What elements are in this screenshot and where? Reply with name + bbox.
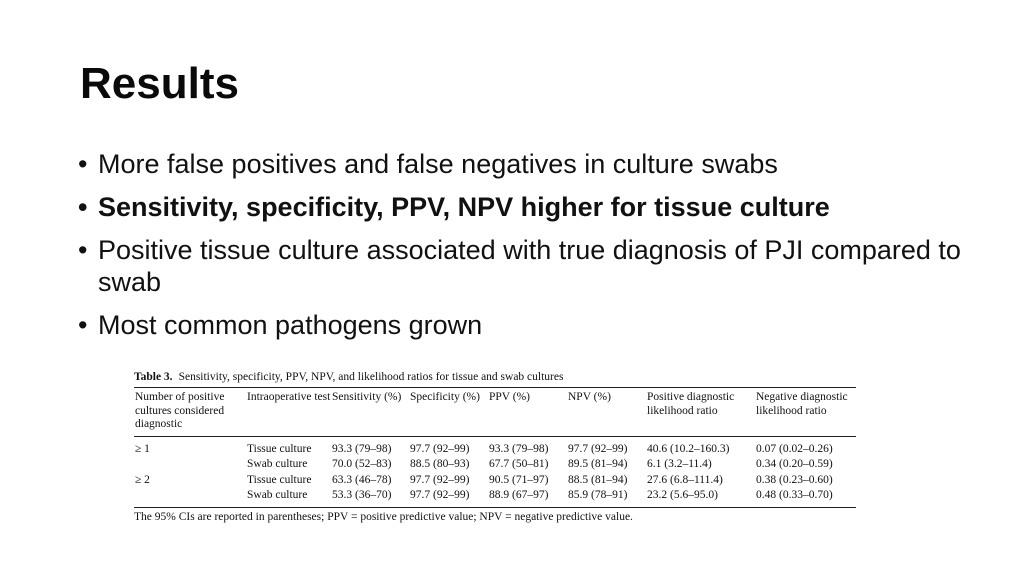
table-cell: 97.7 (92–99) xyxy=(410,473,470,486)
table-cell: 0.38 (0.23–0.60) xyxy=(756,473,833,486)
slide-title: Results xyxy=(80,59,239,108)
results-table-figure xyxy=(134,369,858,525)
table-cell xyxy=(134,457,246,473)
table-caption xyxy=(134,369,858,385)
bullet-text: Sensitivity, specificity, PPV, NPV higher for tissue culture xyxy=(98,192,830,222)
table-cell: 23.2 (5.6–95.0) xyxy=(646,488,755,507)
table-cell: 88.9 (67–97) xyxy=(488,488,567,507)
table-cell xyxy=(134,488,246,507)
table-cell: 93.3 (79–98) xyxy=(489,442,549,455)
column-header: Positive diagnostic likelihood ratio xyxy=(646,388,755,437)
table-cell: 67.7 (50–81) xyxy=(489,458,549,470)
table-cell: 27.6 (6.8–111.4) xyxy=(647,473,723,486)
results-table xyxy=(134,387,856,508)
bullet-icon: • xyxy=(78,235,88,265)
column-header: Negative diagnostic likelihood ratio xyxy=(755,388,856,437)
table-caption-text: Sensitivity, specificity, PPV, NPV, and likelihood ratios for tissue and swab cultures xyxy=(178,371,564,383)
table-cell: 89.5 (81–94) xyxy=(568,458,628,470)
bullet-text: Positive tissue culture associated with true diagnosis of PJI compared to swab xyxy=(98,235,961,297)
table-cell: Swab culture xyxy=(246,488,331,507)
table-row xyxy=(134,488,856,507)
table-row xyxy=(134,457,856,473)
table-cell: Tissue culture xyxy=(247,442,312,455)
column-header: NPV (%) xyxy=(567,388,646,437)
table-cell: 53.3 (36–70) xyxy=(331,488,409,507)
bullet-icon: • xyxy=(78,192,88,222)
table-cell: Swab culture xyxy=(247,458,308,470)
column-header: Specificity (%) xyxy=(409,388,488,437)
table-cell: 93.3 (79–98) xyxy=(332,442,392,455)
bullet-icon: • xyxy=(78,149,88,179)
table-cell: 97.7 (92–99) xyxy=(568,442,628,455)
table-cell: ≥ 1 xyxy=(135,442,150,455)
bullet-icon: • xyxy=(78,310,88,340)
table-cell: 88.5 (81–94) xyxy=(568,473,628,486)
column-header: Intraoperative test xyxy=(246,388,331,437)
table-cell: 97.7 (92–99) xyxy=(409,488,488,507)
table-caption-label: Table 3. xyxy=(134,371,173,383)
table-cell: 70.0 (52–83) xyxy=(332,458,392,470)
table-cell: 40.6 (10.2–160.3) xyxy=(647,442,730,455)
table-cell: 88.5 (80–93) xyxy=(410,458,470,470)
table-row xyxy=(134,436,856,457)
column-header: PPV (%) xyxy=(488,388,567,437)
table-cell: 0.34 (0.20–0.59) xyxy=(756,458,833,470)
table-footnote: The 95% CIs are reported in parentheses; PPV = positive predictive value; NPV = negative predictive value. xyxy=(134,510,633,523)
column-header: Number of positive cultures considered diagnostic xyxy=(134,388,246,437)
table-cell: 6.1 (3.2–11.4) xyxy=(647,458,712,470)
bullet-text: Most common pathogens grown xyxy=(98,310,483,340)
bullet-list xyxy=(78,148,978,352)
bullet-item xyxy=(78,234,978,298)
table-header-row xyxy=(134,388,856,437)
bullet-item xyxy=(78,309,978,341)
table-row xyxy=(134,473,856,489)
bullet-item xyxy=(78,148,978,180)
table-cell: 63.3 (46–78) xyxy=(332,473,392,486)
table-cell: 90.5 (71–97) xyxy=(489,473,549,486)
bullet-text: More false positives and false negatives in culture swabs xyxy=(98,149,778,179)
table-cell: 97.7 (92–99) xyxy=(410,442,470,455)
table-cell: 0.07 (0.02–0.26) xyxy=(756,442,833,455)
bullet-item xyxy=(78,191,978,223)
table-cell: 0.48 (0.33–0.70) xyxy=(755,488,856,507)
table-cell: 85.9 (78–91) xyxy=(567,488,646,507)
table-cell: Tissue culture xyxy=(247,473,312,486)
table-cell: ≥ 2 xyxy=(135,473,150,486)
column-header: Sensitivity (%) xyxy=(331,388,409,437)
